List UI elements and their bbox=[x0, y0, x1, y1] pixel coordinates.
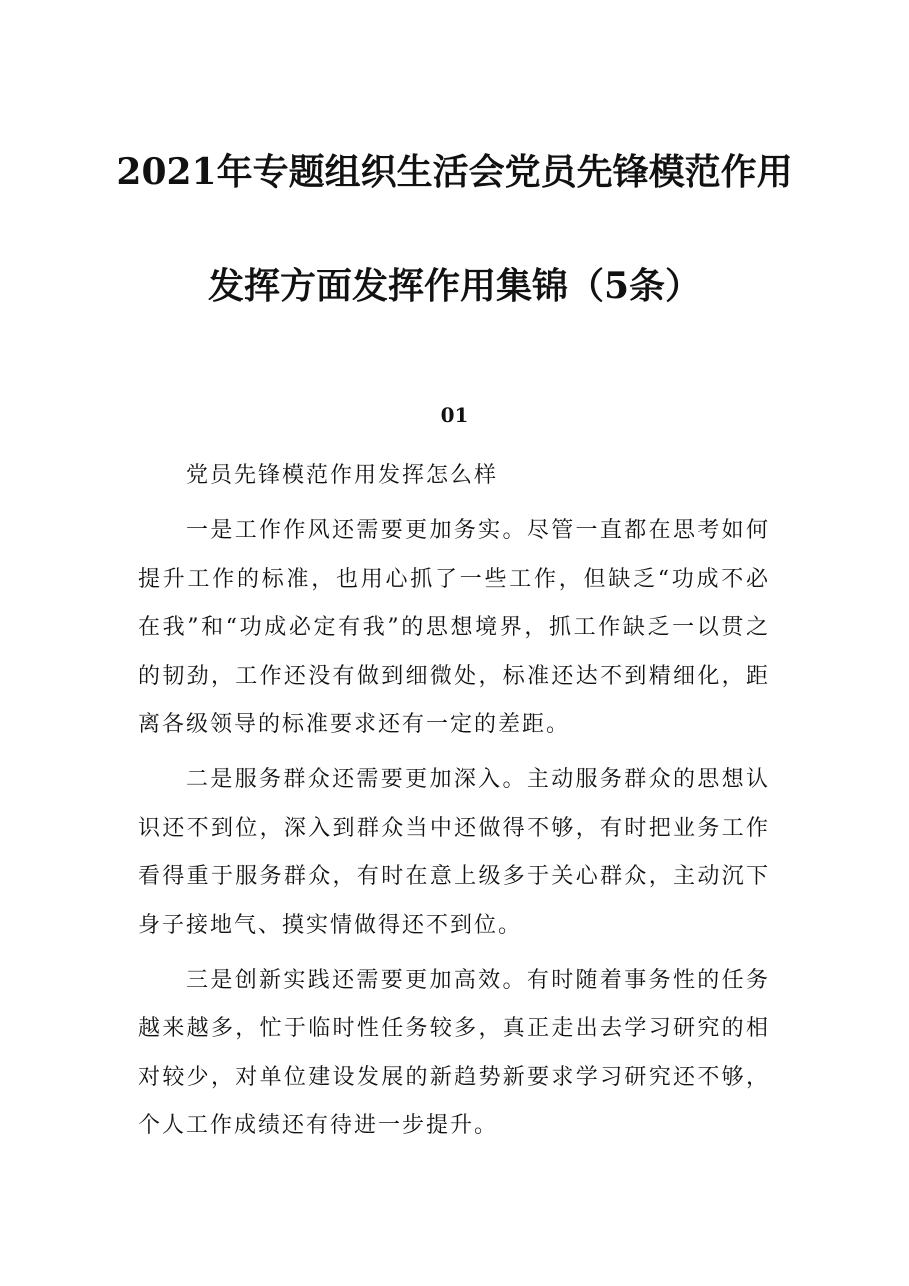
document-body bbox=[138, 452, 770, 1158]
paragraph-1: 一是工作作风还需要更加务实。尽管一直都在思考如何提升工作的标准，也用心抓了一些工作，但缺乏“功成不必在我”和“功成必定有我”的思想境界，抓工作缺乏一以贯之的韧劲，工作还没有做到细微处，标准还达不到精细化，距离各级领导的标准要求还有一定的差距。 bbox=[138, 518, 770, 738]
section-number: 01 bbox=[440, 403, 469, 427]
document-title-line-2: 发挥方面发挥作用集锦（5条） bbox=[207, 265, 702, 307]
document-title-line-1: 2021年专题组织生活会党员先锋模范作用 bbox=[116, 151, 793, 193]
paragraph-3: 三是创新实践还需要更加高效。有时随着事务性的任务越来越多，忙于临时性任务较多，真正走出去学习研究的相对较少，对单位建设发展的新趋势新要求学习研究还不够，个人工作成绩还有待进一步提升。 bbox=[138, 968, 770, 1139]
subheading: 党员先锋模范作用发挥怎么样 bbox=[186, 463, 499, 488]
paragraph-2: 二是服务群众还需要更加深入。主动服务群众的思想认识还不到位，深入到群众当中还做得不够，有时把业务工作看得重于服务群众，有时在意上级多于关心群众，主动沉下身子接地气、摸实情做得还不到位。 bbox=[138, 767, 770, 938]
